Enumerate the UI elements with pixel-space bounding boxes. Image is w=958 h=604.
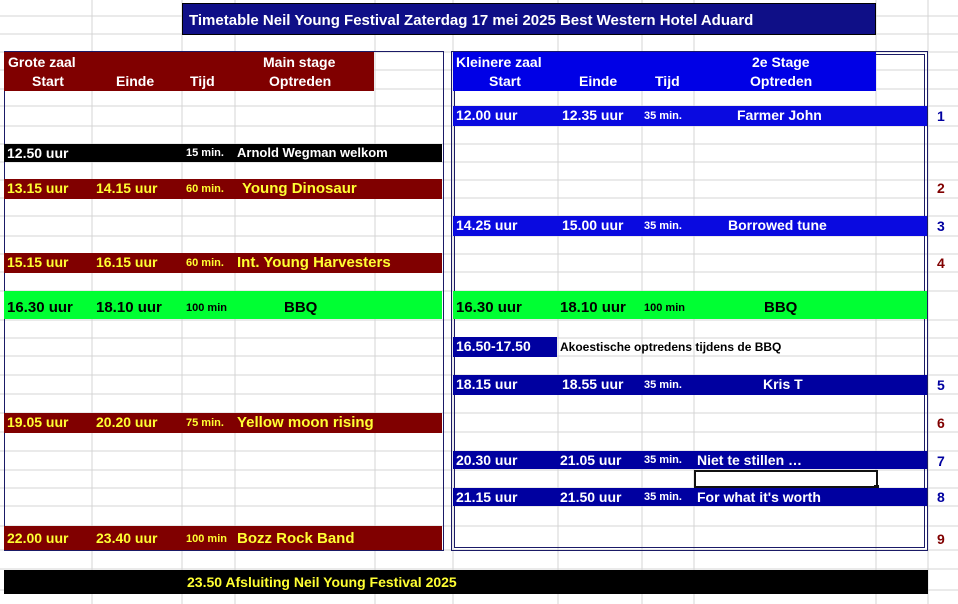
footer-bar bbox=[4, 570, 928, 594]
left-row-act: Arnold Wegman welkom bbox=[237, 145, 388, 160]
left-row-welcome bbox=[4, 144, 442, 162]
right-col-start: Start bbox=[489, 73, 521, 89]
right-col-end: Einde bbox=[579, 73, 618, 89]
left-row-act: Bozz Rock Band bbox=[237, 530, 355, 547]
right-row-acoustic-act: Akoestische optredens tijdens de BBQ bbox=[560, 340, 782, 354]
row-number: 4 bbox=[937, 255, 945, 271]
left-venue-label: Grote zaal bbox=[8, 54, 76, 70]
left-row-end: 14.15 uur bbox=[96, 180, 158, 196]
right-row-time: 35 min. bbox=[644, 454, 682, 466]
left-col-act: Optreden bbox=[269, 73, 332, 89]
right-row-end: 18.55 uur bbox=[562, 376, 624, 392]
title-bar bbox=[182, 3, 876, 35]
right-row-niet-te-stillen bbox=[453, 451, 927, 469]
left-row-end: 20.20 uur bbox=[96, 414, 158, 430]
left-row-act: Young Dinosaur bbox=[242, 180, 357, 197]
right-row-start: 21.15 uur bbox=[456, 489, 518, 505]
right-row-time: 35 min. bbox=[644, 110, 682, 122]
right-venue-label: Kleinere zaal bbox=[456, 54, 542, 70]
left-row-time: 15 min. bbox=[186, 147, 224, 159]
right-row-act: Borrowed tune bbox=[728, 217, 827, 233]
left-row-time: 60 min. bbox=[186, 183, 224, 195]
right-row-start: 18.15 uur bbox=[456, 376, 518, 392]
left-row-start: 16.30 uur bbox=[7, 299, 73, 316]
left-col-start: Start bbox=[32, 73, 64, 89]
right-row-end: 15.00 uur bbox=[562, 217, 624, 233]
right-row-act: For what it's worth bbox=[697, 489, 821, 505]
row-number: 6 bbox=[937, 415, 945, 431]
right-row-time: 35 min. bbox=[644, 220, 682, 232]
right-row-acoustic bbox=[453, 337, 557, 357]
right-row-kris-t bbox=[453, 375, 927, 395]
left-row-end: 16.15 uur bbox=[96, 254, 158, 270]
left-row-time: 60 min. bbox=[186, 257, 224, 269]
right-row-bbq bbox=[453, 291, 927, 319]
right-row-time: 35 min. bbox=[644, 491, 682, 503]
right-row-start: 20.30 uur bbox=[456, 452, 518, 468]
right-row-end: 18.10 uur bbox=[560, 299, 626, 316]
left-row-bbq bbox=[4, 291, 442, 319]
right-row-start: 14.25 uur bbox=[456, 217, 518, 233]
right-row-borrowed-tune bbox=[453, 216, 927, 236]
right-row-act: Kris T bbox=[763, 376, 803, 392]
left-col-time: Tijd bbox=[190, 73, 215, 89]
right-row-time: 100 min bbox=[644, 302, 685, 314]
left-row-act: BBQ bbox=[284, 299, 318, 316]
page-title: Timetable Neil Young Festival Zaterdag 17 mei 2025 Best Western Hotel Aduard bbox=[189, 12, 754, 29]
right-row-end: 21.50 uur bbox=[560, 489, 622, 505]
right-row-act: Farmer John bbox=[737, 107, 822, 123]
left-row-time: 75 min. bbox=[186, 417, 224, 429]
left-row-start: 15.15 uur bbox=[7, 254, 69, 270]
right-row-end: 21.05 uur bbox=[560, 452, 622, 468]
left-row-end: 23.40 uur bbox=[96, 530, 158, 546]
row-number: 9 bbox=[937, 531, 945, 547]
right-header bbox=[453, 52, 876, 91]
right-row-end: 12.35 uur bbox=[562, 107, 624, 123]
left-header bbox=[4, 52, 374, 91]
left-row-start: 13.15 uur bbox=[7, 180, 69, 196]
left-col-end: Einde bbox=[116, 73, 155, 89]
row-number: 1 bbox=[937, 108, 945, 124]
row-number: 5 bbox=[937, 377, 945, 393]
left-row-time: 100 min bbox=[186, 302, 227, 314]
left-row-young-harvesters bbox=[4, 253, 442, 273]
right-row-time: 35 min. bbox=[644, 379, 682, 391]
right-row-act: BBQ bbox=[764, 299, 798, 316]
row-number: 2 bbox=[937, 180, 945, 196]
row-number: 8 bbox=[937, 489, 945, 505]
left-row-end: 18.10 uur bbox=[96, 299, 162, 316]
left-row-young-dinosaur bbox=[4, 179, 442, 199]
left-row-time: 100 min bbox=[186, 533, 227, 545]
left-stage-label: Main stage bbox=[263, 54, 336, 70]
left-row-start: 22.00 uur bbox=[7, 530, 69, 546]
left-row-bozz-rock bbox=[4, 526, 442, 550]
selected-cell[interactable] bbox=[694, 470, 878, 488]
row-number: 3 bbox=[937, 218, 945, 234]
right-row-act: Niet te stillen … bbox=[697, 452, 803, 468]
left-row-act: Int. Young Harvesters bbox=[237, 254, 391, 271]
right-row-farmer-john bbox=[453, 106, 927, 126]
right-row-for-what bbox=[453, 488, 927, 506]
left-row-act: Yellow moon rising bbox=[237, 414, 374, 431]
left-row-yellow-moon bbox=[4, 413, 442, 433]
footer-text: 23.50 Afsluiting Neil Young Festival 2025 bbox=[187, 574, 457, 590]
left-row-start: 19.05 uur bbox=[7, 414, 69, 430]
right-col-time: Tijd bbox=[655, 73, 680, 89]
right-row-start: 12.00 uur bbox=[456, 107, 518, 123]
right-col-act: Optreden bbox=[750, 73, 813, 89]
right-row-start: 16.50-17.50 bbox=[456, 338, 531, 354]
left-row-start: 12.50 uur bbox=[7, 145, 69, 161]
right-row-start: 16.30 uur bbox=[456, 299, 522, 316]
row-number: 7 bbox=[937, 453, 945, 469]
right-stage-label: 2e Stage bbox=[752, 54, 810, 70]
